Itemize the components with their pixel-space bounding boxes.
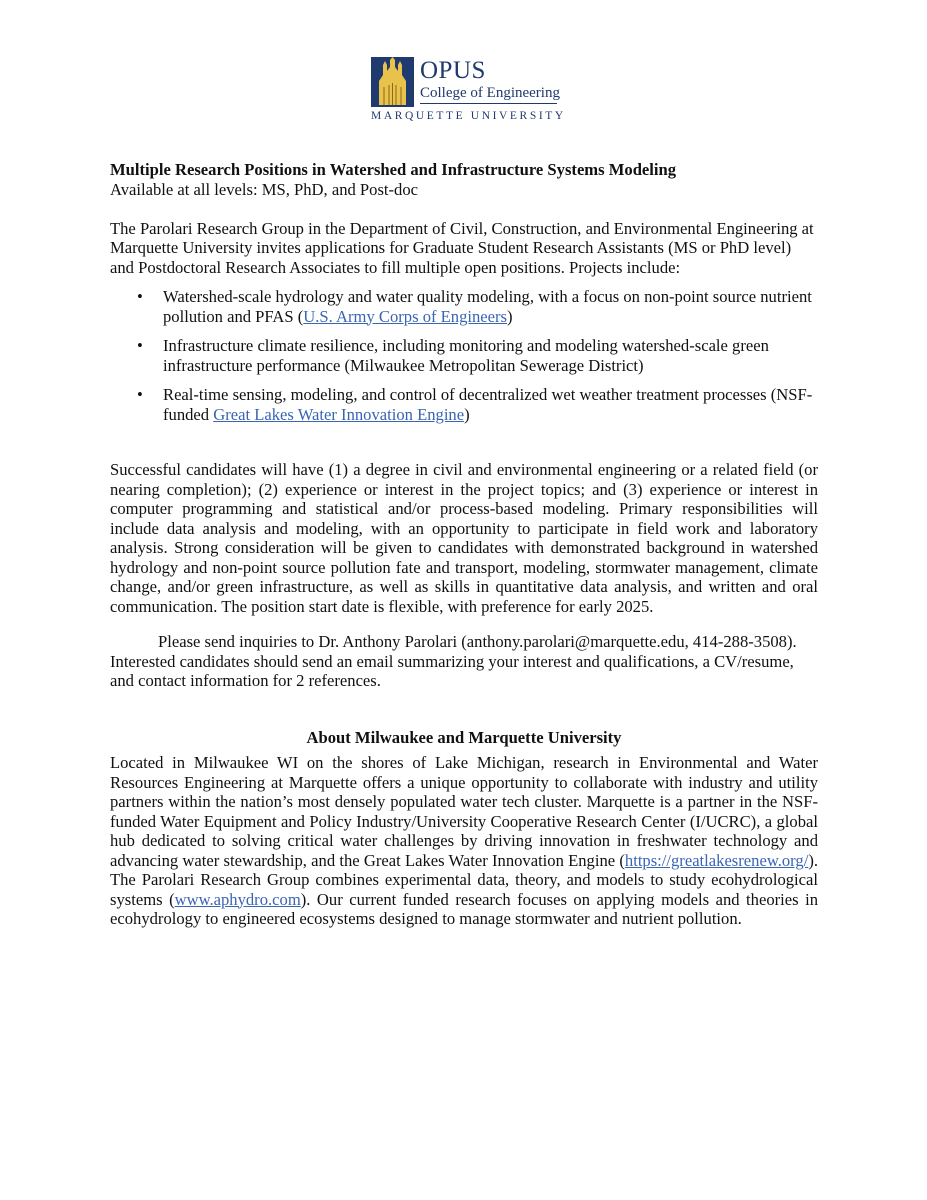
bullet-icon: • (137, 385, 143, 404)
project-item: • Infrastructure climate resilience, including monitoring and modeling watershed-scale green infrastructure performance (Milwaukee Metropolitan Sewerage District) (137, 336, 769, 375)
logo-divider (420, 103, 557, 104)
project-item: • Watershed-scale hydrology and water quality modeling, with a focus on non-point source nutrient pollution and PFAS (U.S. Army Corps of Engineers) (137, 287, 812, 326)
greatlakesrenew-link[interactable]: https://greatlakesrenew.org/ (624, 850, 809, 870)
opus-college-logo (371, 57, 566, 123)
tower-emblem-icon (371, 57, 414, 107)
projects-list (110, 287, 818, 424)
intro-paragraph: The Parolari Research Group in the Department of Civil, Construction, and Environmental Engineering at Marquette University invites applications for Graduate Student Research Assistants (MS or PhD level) and Postdoctoral Research Associates to fill multiple open positions. Projects include: (110, 218, 814, 277)
about-heading: About Milwaukee and Marquette University (306, 727, 622, 747)
inquiries-paragraph: Please send inquiries to Dr. Anthony Parolari (anthony.parolari@marquette.edu, 414-288-3508). Interested candidates should send an email summarizing your interest and qualifications, a CV/resume, and contact information for 2 references. (110, 632, 797, 690)
logo-university-name: MARQUETTE UNIVERSITY (371, 110, 566, 122)
bullet-icon: • (137, 336, 143, 355)
bullet-icon: • (137, 287, 143, 306)
qualifications-paragraph: Successful candidates will have (1) a degree in civil and environmental engineering or a related field (or nearing completion); (2) experience or interest in the project topics; and (3) experience or interest in computer programming and statistical and/or process-based modeling. Primary responsibilities will include data analysis and modeling, with an opportunity to participate in field work and laboratory analysis. Strong consideration will be given to candidates with demonstrated background in watershed hydrology and non-point source pollution fate and transport, modeling, stormwater management, climate change, and/or green infrastructure, as well as skills in quantitative data analysis, and written and oral communication. The position start date is flexible, with preference for early 2025. (110, 460, 818, 616)
logo-college-name: College of Engineering (420, 85, 560, 101)
usace-link[interactable]: U.S. Army Corps of Engineers (303, 306, 508, 326)
logo-wordmark: OPUS (420, 57, 486, 84)
posting-subtitle: Available at all levels: MS, PhD, and Post-doc (110, 179, 419, 199)
great-lakes-engine-link[interactable]: Great Lakes Water Innovation Engine (213, 404, 465, 424)
project-item: • Real-time sensing, modeling, and control of decentralized wet weather treatment processes (NSF-funded Great Lakes Water Innovation Engine) (137, 385, 813, 424)
aphydro-link[interactable]: www.aphydro.com (174, 889, 301, 909)
posting-title: Multiple Research Positions in Watershed and Infrastructure Systems Modeling (110, 160, 677, 179)
job-posting-document (110, 160, 818, 929)
about-paragraph: Located in Milwaukee WI on the shores of Lake Michigan, research in Environmental and Water Resources Engineering at Marquette offers a unique opportunity to collaborate with industry and utility partners within the nation’s most densely populated water tech cluster. Marquette is a partner in the NSF-funded Water Equipment and Policy Industry/University Cooperative Research Center (I/UCRC), a global hub dedicated to solving critical water challenges by driving innovation in freshwater technology and advancing water stewardship, and the Great Lakes Water Innovation Engine (https://greatlakesrenew.org/). The Parolari Research Group combines experimental data, theory, and models to study ecohydrological systems (www.aphydro.com). Our current funded research focuses on applying models and theories in ecohydrology to engineered ecosystems designed to manage stormwater and nutrient pollution. (110, 753, 819, 928)
